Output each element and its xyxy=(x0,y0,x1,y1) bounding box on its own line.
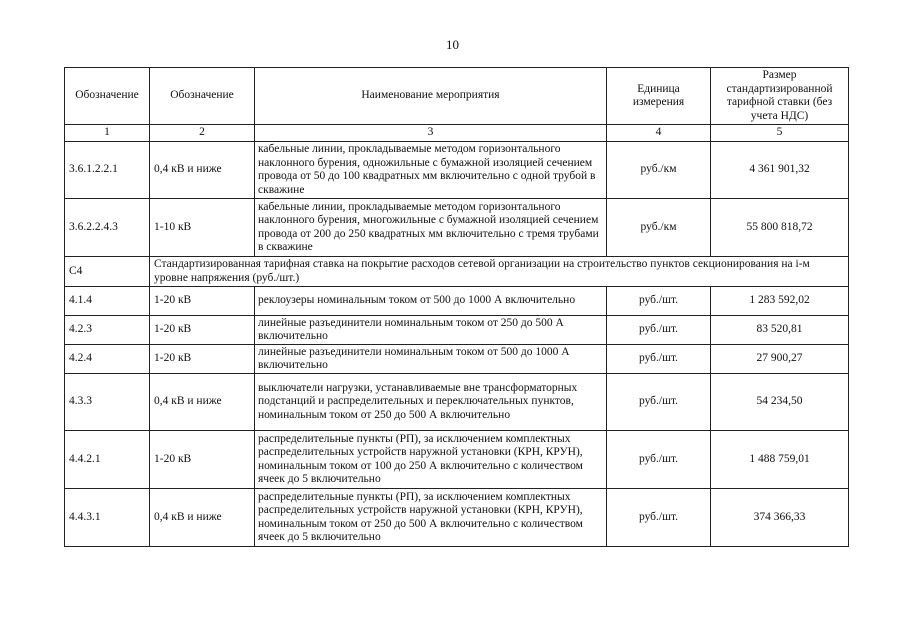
header-designation-2: Обозначение xyxy=(150,68,255,125)
table-row xyxy=(65,489,849,547)
row-unit: руб./км xyxy=(607,199,711,257)
column-number: 5 xyxy=(711,125,849,142)
row-value: 55 800 818,72 xyxy=(711,199,849,257)
row-description: реклоузеры номинальным током от 500 до 1000 А включительно xyxy=(255,287,607,316)
row-description: распределительные пункты (РП), за исключением комплектных распределительных устройств наружной установки (КРН, КРУН), номинальным током от 250 до 500 А включительно с количеством ячеек до 5 включительно xyxy=(255,489,607,547)
row-code: 3.6.2.2.4.3 xyxy=(65,199,150,257)
row-description: линейные разъединители номинальным током от 500 до 1000 А включительно xyxy=(255,345,607,374)
row-voltage: 1-20 кВ xyxy=(150,287,255,316)
column-number: 1 xyxy=(65,125,150,142)
header-rate-size: Размер стандартизированной тарифной ставки (без учета НДС) xyxy=(711,68,849,125)
column-number: 3 xyxy=(255,125,607,142)
table-row xyxy=(65,345,849,374)
row-unit: руб./шт. xyxy=(607,287,711,316)
row-description: распределительные пункты (РП), за исключением комплектных распределительных устройств наружной установки (КРН, КРУН), номинальным током от 100 до 250 А включительно с количеством ячеек до 5 включительно xyxy=(255,431,607,489)
row-voltage: 1-20 кВ xyxy=(150,431,255,489)
header-designation-1: Обозначение xyxy=(65,68,150,125)
row-unit: руб./шт. xyxy=(607,431,711,489)
page-number: 10 xyxy=(446,37,459,52)
row-value: 83 520,81 xyxy=(711,316,849,345)
column-number-row xyxy=(65,125,849,142)
row-value: 1 488 759,01 xyxy=(711,431,849,489)
row-unit: руб./км xyxy=(607,142,711,199)
header-measure-name: Наименование мероприятия xyxy=(255,68,607,125)
table-row xyxy=(65,199,849,257)
row-code: 4.4.3.1 xyxy=(65,489,150,547)
row-voltage: 1-20 кВ xyxy=(150,345,255,374)
table-row xyxy=(65,142,849,199)
column-number: 2 xyxy=(150,125,255,142)
row-code: 4.1.4 xyxy=(65,287,150,316)
column-number: 4 xyxy=(607,125,711,142)
header-unit: Единица измерения xyxy=(607,68,711,125)
row-voltage: 1-10 кВ xyxy=(150,199,255,257)
row-voltage: 0,4 кВ и ниже xyxy=(150,374,255,431)
row-code: 4.4.2.1 xyxy=(65,431,150,489)
table-row xyxy=(65,287,849,316)
table-row xyxy=(65,316,849,345)
row-voltage: 0,4 кВ и ниже xyxy=(150,142,255,199)
row-voltage: 1-20 кВ xyxy=(150,316,255,345)
row-unit: руб./шт. xyxy=(607,374,711,431)
row-code: 4.3.3 xyxy=(65,374,150,431)
section-code: С4 xyxy=(65,257,150,287)
row-value: 54 234,50 xyxy=(711,374,849,431)
row-value: 1 283 592,02 xyxy=(711,287,849,316)
row-value: 27 900,27 xyxy=(711,345,849,374)
section-row xyxy=(65,257,849,287)
row-value: 374 366,33 xyxy=(711,489,849,547)
row-unit: руб./шт. xyxy=(607,489,711,547)
table-row xyxy=(65,431,849,489)
tariff-table xyxy=(64,67,849,547)
row-description: кабельные линии, прокладываемые методом горизонтального наклонного бурения, одножильные с бумажной изоляцией сечением провода от 50 до 100 квадратных мм включительно с одной трубой в скважине xyxy=(255,142,607,199)
row-description: линейные разъединители номинальным током от 250 до 500 А включительно xyxy=(255,316,607,345)
table-row xyxy=(65,374,849,431)
row-value: 4 361 901,32 xyxy=(711,142,849,199)
section-title: Стандартизированная тарифная ставка на покрытие расходов сетевой организации на строительство пунктов секционирования на i-м уровне напряжения (руб./шт.) xyxy=(150,257,849,287)
row-description: выключатели нагрузки, устанавливаемые вне трансформаторных подстанций и распределительных и переключательных пунктов, номинальным током от 250 до 500 А включительно xyxy=(255,374,607,431)
row-code: 3.6.1.2.2.1 xyxy=(65,142,150,199)
header-row xyxy=(65,68,849,125)
row-unit: руб./шт. xyxy=(607,345,711,374)
row-description: кабельные линии, прокладываемые методом горизонтального наклонного бурения, многожильные с бумажной изоляцией сечением провода от 200 до 250 квадратных мм включительно с тремя трубами в скважине xyxy=(255,199,607,257)
row-unit: руб./шт. xyxy=(607,316,711,345)
row-code: 4.2.4 xyxy=(65,345,150,374)
row-code: 4.2.3 xyxy=(65,316,150,345)
row-voltage: 0,4 кВ и ниже xyxy=(150,489,255,547)
